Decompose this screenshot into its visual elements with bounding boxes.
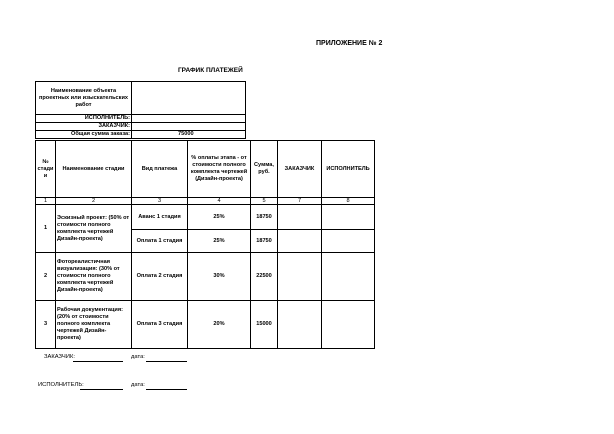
header-stage-name: Наименование стадии	[56, 141, 132, 198]
info-row-total	[36, 131, 246, 139]
customer-label: ЗАКАЗЧИК:	[36, 123, 132, 131]
page-title: ГРАФИК ПЛАТЕЖЕЙ	[178, 67, 243, 74]
executor-cell	[322, 230, 375, 253]
signature-customer-label: ЗАКАЗЧИК:	[44, 354, 75, 360]
signature-customer-date-label: дата:	[131, 354, 145, 360]
stage-name: Эскизный проект: (50% от стоимости полного комплекта чертежей Дизайн-проекта)	[56, 205, 132, 253]
contract-info-table	[35, 81, 246, 139]
signature-customer-line	[73, 361, 123, 362]
payment-percent: 20%	[188, 301, 251, 349]
payment-type: Оплата 1 стадия	[132, 230, 188, 253]
stage-number: 1	[36, 205, 56, 253]
col-number: 7	[278, 198, 322, 205]
customer-cell	[278, 253, 322, 301]
header-percent: % оплаты этапа - от стоимости полного комплекта чертежей (Дизайн-проекта)	[188, 141, 251, 198]
payment-percent: 25%	[188, 205, 251, 230]
header-customer: ЗАКАЗЧИК	[278, 141, 322, 198]
signature-executor-date-label: дата:	[131, 382, 145, 388]
executor-cell	[322, 205, 375, 230]
appendix-title: ПРИЛОЖЕНИЕ № 2	[316, 40, 383, 47]
payment-amount: 18750	[251, 230, 278, 253]
payment-percent: 30%	[188, 253, 251, 301]
object-label: Наименование объекта проектных или изыскательских работ	[36, 82, 132, 115]
signature-executor-label: ИСПОЛНИТЕЛЬ:	[38, 382, 84, 388]
table-row	[36, 205, 375, 230]
executor-cell	[322, 301, 375, 349]
header-row	[36, 141, 375, 198]
payment-schedule-table	[35, 140, 375, 349]
header-stage-number: № стади и	[36, 141, 56, 198]
executor-label: ИСПОЛНИТЕЛЬ:	[36, 115, 132, 123]
customer-cell	[278, 205, 322, 230]
total-value: 75000	[132, 131, 246, 139]
stage-number: 3	[36, 301, 56, 349]
table-row	[36, 253, 375, 301]
info-row-object	[36, 82, 246, 115]
stage-number: 2	[36, 253, 56, 301]
col-number: 5	[251, 198, 278, 205]
col-number: 4	[188, 198, 251, 205]
payment-amount: 18750	[251, 205, 278, 230]
payment-type: Аванс 1 стадия	[132, 205, 188, 230]
customer-cell	[278, 230, 322, 253]
info-row-customer	[36, 123, 246, 131]
object-value	[132, 82, 246, 115]
stage-name: Рабочая документация: (20% от стоимости полного комплекта чертежей Дизайн-проекта)	[56, 301, 132, 349]
table-row	[36, 301, 375, 349]
payment-type: Оплата 3 стадия	[132, 301, 188, 349]
payment-percent: 25%	[188, 230, 251, 253]
header-amount: Сумма, руб.	[251, 141, 278, 198]
signature-executor-line	[80, 389, 123, 390]
payment-amount: 22500	[251, 253, 278, 301]
executor-cell	[322, 253, 375, 301]
customer-value	[132, 123, 246, 131]
customer-cell	[278, 301, 322, 349]
signature-executor-date-line	[146, 389, 187, 390]
header-payment-type: Вид платежа	[132, 141, 188, 198]
signature-customer-date-line	[146, 361, 187, 362]
column-number-row	[36, 198, 375, 205]
executor-value	[132, 115, 246, 123]
total-label: Общая сумма заказа:	[36, 131, 132, 139]
header-executor: ИСПОЛНИТЕЛЬ	[322, 141, 375, 198]
payment-amount: 15000	[251, 301, 278, 349]
info-row-executor	[36, 115, 246, 123]
col-number: 8	[322, 198, 375, 205]
stage-name: Фотореалистичная визуализация: (30% от стоимости полного комплекта чертежей Дизайн-проекта)	[56, 253, 132, 301]
col-number: 3	[132, 198, 188, 205]
col-number: 2	[56, 198, 132, 205]
col-number: 1	[36, 198, 56, 205]
payment-type: Оплата 2 стадия	[132, 253, 188, 301]
